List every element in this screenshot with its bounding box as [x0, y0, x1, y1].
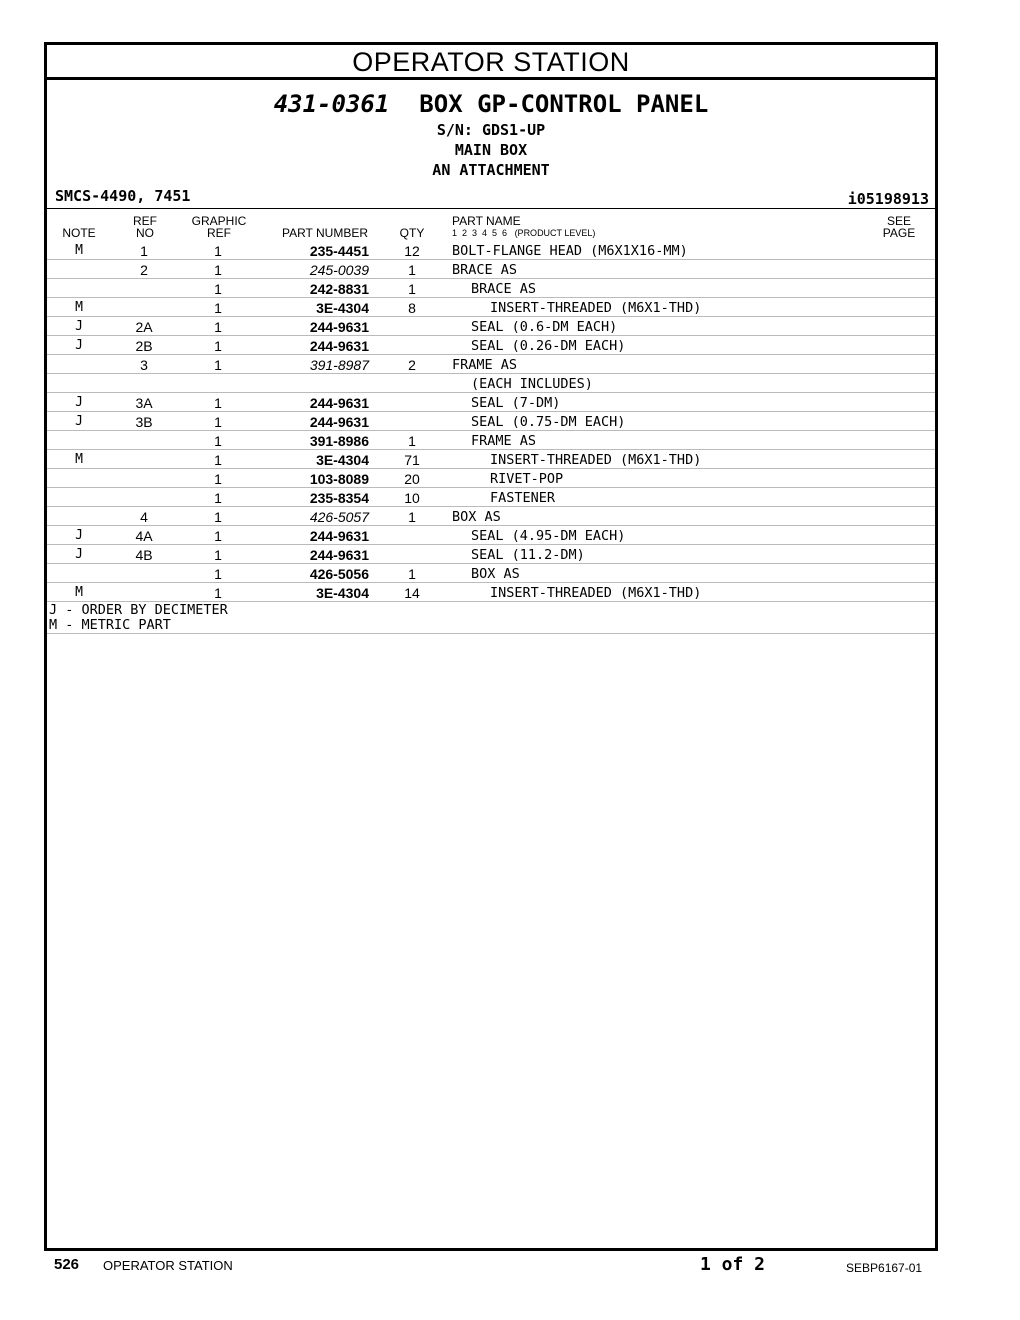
- row-graphic-ref: 1: [214, 509, 222, 525]
- row-ref-no: 1: [140, 243, 148, 259]
- row-part-name: SEAL (7-DM): [471, 395, 561, 411]
- table-row: [47, 450, 935, 469]
- row-qty: 1: [408, 566, 416, 582]
- row-qty: 14: [404, 585, 420, 601]
- row-qty: 71: [404, 452, 420, 468]
- row-note: J: [75, 338, 83, 353]
- row-graphic-ref: 1: [214, 262, 222, 278]
- row-graphic-ref: 1: [214, 471, 222, 487]
- table-row: [47, 393, 935, 412]
- col-ref-bottom: NO: [136, 226, 154, 240]
- section-title: OPERATOR STATION: [47, 45, 935, 80]
- row-ref-no: 4: [140, 509, 148, 525]
- table-row: [47, 241, 935, 260]
- table-row: [47, 298, 935, 317]
- row-graphic-ref: 1: [214, 243, 222, 259]
- page-of: 1 of 2: [700, 1254, 766, 1275]
- header-rule: [47, 208, 935, 209]
- col-note: NOTE: [62, 226, 96, 240]
- col-see-top: SEE: [886, 214, 911, 228]
- row-part-number: 3E-4304: [316, 452, 369, 468]
- col-see-bottom: PAGE: [882, 226, 916, 240]
- table-row: [47, 279, 935, 298]
- row-qty: 8: [408, 300, 416, 316]
- row-part-name: SEAL (11.2-DM): [471, 547, 585, 563]
- row-part-name: BRACE AS: [452, 262, 518, 278]
- row-note: J: [75, 395, 83, 410]
- row-part-number: 235-8354: [309, 490, 369, 506]
- row-graphic-ref: 1: [214, 300, 222, 316]
- row-graphic-ref: 1: [214, 547, 222, 563]
- col-part-number: PART NUMBER: [281, 226, 368, 240]
- row-part-number: 3E-4304: [316, 585, 369, 601]
- col-levels: [452, 227, 595, 239]
- col-graphic-bottom: REF: [207, 226, 231, 240]
- row-note: M: [75, 585, 83, 600]
- smcs-code: SMCS-4490, 7451: [55, 187, 191, 205]
- row-ref-no: 4B: [135, 547, 153, 563]
- row-part-name: SEAL (0.6-DM EACH): [471, 319, 618, 335]
- row-ref-no: 2: [140, 262, 148, 278]
- row-part-number: 3E-4304: [316, 300, 369, 316]
- row-part-name: FRAME AS: [471, 433, 537, 449]
- table-row: [47, 355, 935, 374]
- row-part-number: 244-9631: [309, 528, 369, 544]
- table-row: [47, 412, 935, 431]
- row-note: M: [75, 452, 83, 467]
- row-graphic-ref: 1: [214, 585, 222, 601]
- table-row: [47, 374, 935, 393]
- row-qty: 1: [408, 433, 416, 449]
- row-part-number: 426-5056: [309, 566, 369, 582]
- row-part-name: SEAL (0.26-DM EACH): [471, 338, 626, 354]
- row-part-number: 235-4451: [309, 243, 369, 259]
- row-part-name: INSERT-THREADED (M6X1-THD): [490, 452, 702, 468]
- row-qty: 1: [408, 262, 416, 278]
- row-part-number: 245-0039: [309, 262, 369, 278]
- page-frame: [44, 42, 938, 1251]
- row-graphic-ref: 1: [214, 490, 222, 506]
- row-part-name: FASTENER: [490, 490, 556, 506]
- table-row: [47, 260, 935, 279]
- main-box-label: MAIN BOX: [454, 141, 528, 159]
- row-note: M: [75, 300, 83, 315]
- illustration-id: i05198913: [847, 190, 929, 208]
- row-part-name: INSERT-THREADED (M6X1-THD): [490, 300, 702, 316]
- row-note: J: [75, 528, 83, 543]
- table-row: [47, 583, 935, 602]
- row-ref-no: 3: [140, 357, 148, 373]
- row-ref-no: 2B: [135, 338, 153, 354]
- row-qty: 2: [408, 357, 416, 373]
- row-note: J: [75, 319, 83, 334]
- table-row: [47, 488, 935, 507]
- row-graphic-ref: 1: [214, 528, 222, 544]
- row-qty: 12: [404, 243, 420, 259]
- row-graphic-ref: 1: [214, 319, 222, 335]
- row-part-name: BRACE AS: [471, 281, 537, 297]
- col-ref-top: REF: [133, 214, 157, 228]
- row-part-number: 244-9631: [309, 547, 369, 563]
- col-product-level: (PRODUCT LEVEL): [514, 228, 596, 238]
- table-row: [47, 317, 935, 336]
- row-qty: 10: [404, 490, 420, 506]
- note-line: M - METRIC PART: [49, 617, 171, 633]
- table-row: [47, 431, 935, 450]
- row-qty: 1: [408, 281, 416, 297]
- row-qty: 1: [408, 509, 416, 525]
- col-part-name: PART NAME: [452, 214, 521, 228]
- row-qty: 20: [404, 471, 420, 487]
- row-graphic-ref: 1: [214, 338, 222, 354]
- row-ref-no: 2A: [135, 319, 153, 335]
- row-part-name: SEAL (0.75-DM EACH): [471, 414, 626, 430]
- row-part-name: BOX AS: [452, 509, 501, 525]
- row-graphic-ref: 1: [214, 395, 222, 411]
- notes-legend: [47, 602, 935, 634]
- table-row: [47, 469, 935, 488]
- footer-section: OPERATOR STATION: [103, 1258, 233, 1273]
- document-id: SEBP6167-01: [846, 1261, 923, 1275]
- serial-number: S/N: GDS1-UP: [436, 121, 546, 139]
- row-graphic-ref: 1: [214, 357, 222, 373]
- row-note: J: [75, 414, 83, 429]
- row-ref-no: 3B: [135, 414, 153, 430]
- row-graphic-ref: 1: [214, 414, 222, 430]
- row-part-name: FRAME AS: [452, 357, 518, 373]
- row-graphic-ref: 1: [214, 433, 222, 449]
- row-graphic-ref: 1: [214, 281, 222, 297]
- part-title: [47, 90, 935, 118]
- row-ref-no: 3A: [135, 395, 153, 411]
- table-row: [47, 564, 935, 583]
- col-qty: QTY: [399, 226, 425, 240]
- table-row: [47, 336, 935, 355]
- row-part-number: 391-8987: [309, 357, 369, 373]
- row-note: M: [75, 243, 83, 258]
- row-part-number: 242-8831: [309, 281, 369, 297]
- row-part-number: 426-5057: [309, 509, 369, 525]
- row-part-name: INSERT-THREADED (M6X1-THD): [490, 585, 702, 601]
- row-part-name: BOLT-FLANGE HEAD (M6X1X16-MM): [452, 243, 688, 259]
- row-part-number: 244-9631: [309, 414, 369, 430]
- parts-table: [47, 241, 935, 634]
- row-part-number: 103-8089: [309, 471, 369, 487]
- title-part-name: BOX GP-CONTROL PANEL: [419, 90, 709, 118]
- table-row: [47, 526, 935, 545]
- table-row: [47, 545, 935, 564]
- note-line: J - ORDER BY DECIMETER: [49, 602, 228, 618]
- row-part-name: BOX AS: [471, 566, 520, 582]
- row-part-number: 244-9631: [309, 395, 369, 411]
- row-graphic-ref: 1: [214, 452, 222, 468]
- page-number: 526: [54, 1256, 80, 1273]
- attachment-label: AN ATTACHMENT: [432, 161, 550, 179]
- table-row: [47, 507, 935, 526]
- row-part-name: RIVET-POP: [490, 471, 564, 487]
- row-part-number: 391-8986: [309, 433, 369, 449]
- row-part-name: (EACH INCLUDES): [471, 376, 593, 392]
- row-part-number: 244-9631: [309, 319, 369, 335]
- row-graphic-ref: 1: [214, 566, 222, 582]
- col-levels-numbers: 1 2 3 4 5 6: [452, 228, 508, 238]
- col-graphic-top: GRAPHIC: [191, 214, 247, 228]
- title-part-number: 431-0361: [273, 90, 390, 118]
- row-part-name: SEAL (4.95-DM EACH): [471, 528, 626, 544]
- row-note: J: [75, 547, 83, 562]
- row-ref-no: 4A: [135, 528, 153, 544]
- row-part-number: 244-9631: [309, 338, 369, 354]
